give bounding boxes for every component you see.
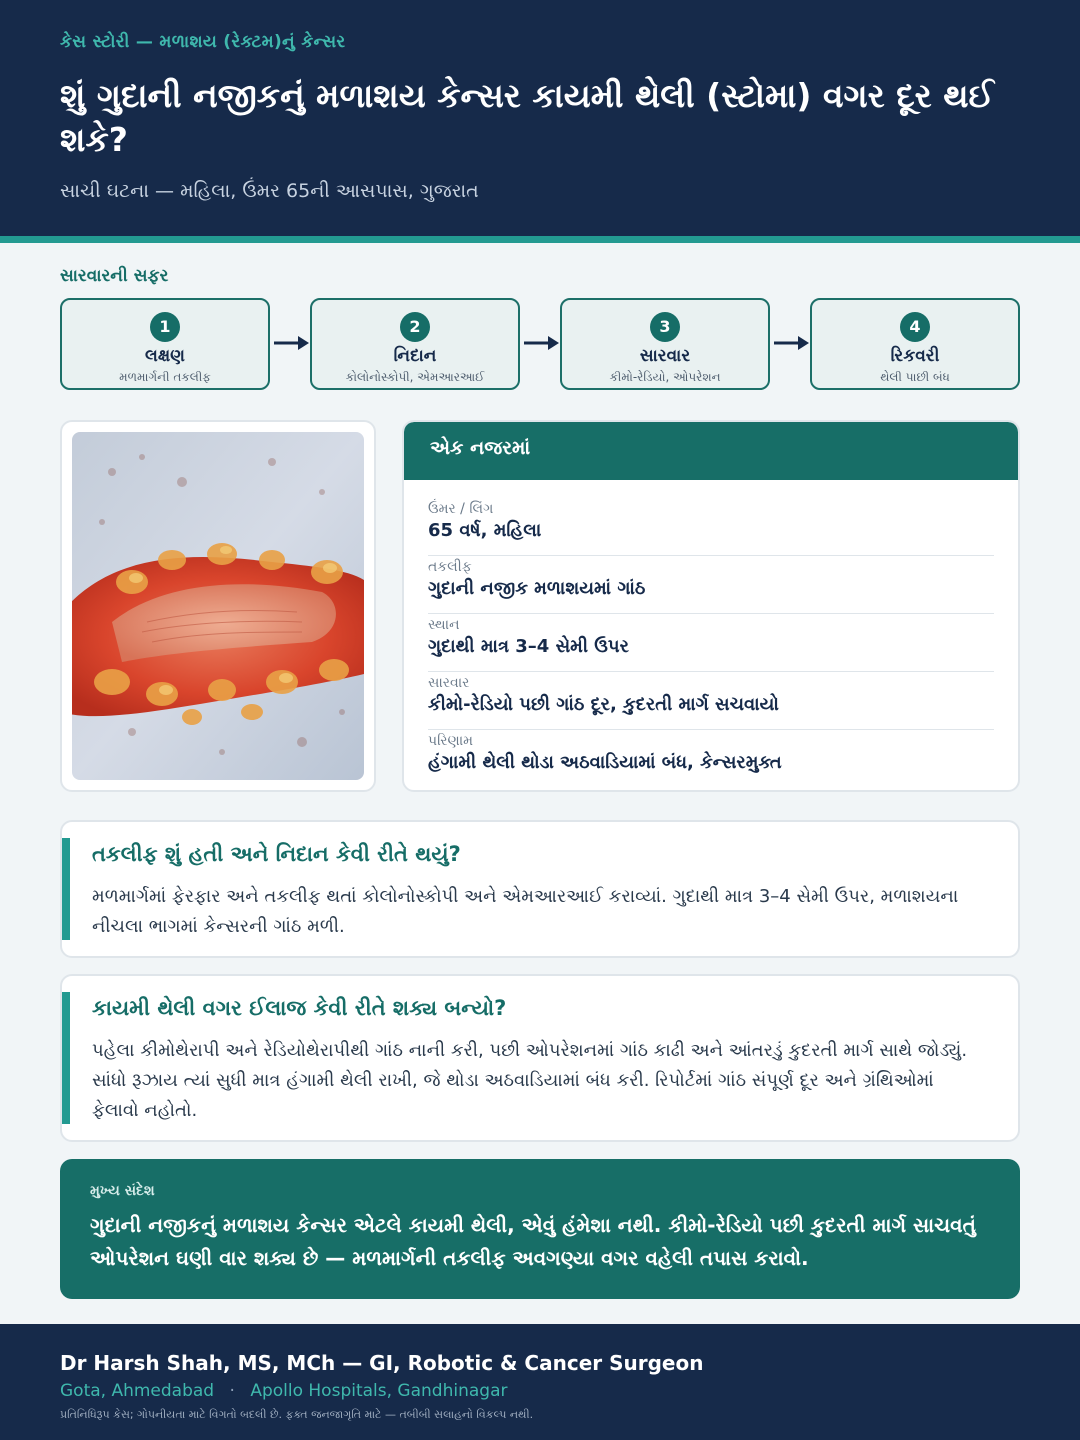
glance-key: ઉંમર / લિંગ	[428, 501, 494, 517]
journey-step-diagnosis	[310, 298, 520, 390]
glance-row-treatment	[428, 672, 994, 730]
page-title: શું ગુદાની નજીકનું મળાશય કેન્સર કાયમી થેલી (સ્ટોમા) વગર દૂર થઈ શકે?	[60, 76, 994, 159]
specimen-photo-card	[60, 420, 376, 792]
section-body: પહેલા કીમોથેરાપી અને રેડિયોથેરાપીથી ગાંઠ નાની કરી, પછી ઓપરેશનમાં ગાંઠ કાઢી અને આંતરડું કુદરતી માર્ગ સાથે જોડ્યું. સાંધો રૂઝાય ત્યાં સુધી માત્ર હંગામી થેલી રાખી, જે થોડા અઠવાડિયામાં બંધ કરી. રિપોર્ટમાં ગાંઠ સંપૂર્ણ દૂર અને ગ્રંથિઓમાં ફેલાવો નહોતો.	[92, 1040, 968, 1121]
header	[0, 0, 1080, 236]
step-description: કીમો-રેડિયો, ઓપરેશન	[609, 370, 721, 384]
surgical-specimen-photo	[72, 432, 364, 780]
glance-key: પરિણામ	[428, 733, 474, 749]
glance-row-location	[428, 614, 994, 672]
journey-title: સારવારની સફર	[60, 266, 169, 286]
journey-step-recovery	[810, 298, 1020, 390]
step-number: 3	[650, 312, 680, 342]
key-message-text: ગુદાની નજીકનું મળાશય કેન્સર એટલે કાયમી થેલી, એવું હંમેશા નથી. કીમો-રેડિયો પછી કુદરતી માર્ગ સાચવતું ઓપરેશન ઘણી વાર શક્ય છે — મળમાર્ગની તકલીફ અવગણ્યા વગર વહેલી તપાસ કરાવો.	[90, 1213, 976, 1270]
glance-row-outcome	[428, 730, 994, 788]
step-number: 1	[150, 312, 180, 342]
section-heading: કાયમી થેલી વગર ઈલાજ કેવી રીતે શક્ય બન્યો?	[92, 996, 507, 1020]
glance-value: હંગામી થેલી થોડા અઠવાડિયામાં બંધ, કેન્સરમુક્ત	[428, 752, 782, 773]
locations	[60, 1381, 1020, 1401]
location-apollo: Apollo Hospitals, Gandhinagar	[250, 1381, 508, 1401]
arrow-right-icon	[524, 334, 560, 352]
location-gota: Gota, Ahmedabad	[60, 1381, 215, 1401]
journey-step-symptom	[60, 298, 270, 390]
arrow-right-icon	[774, 334, 810, 352]
section-diagnosis	[60, 820, 1020, 958]
step-description: મળમાર્ગની તકલીફ	[119, 370, 211, 384]
section-treatment	[60, 974, 1020, 1142]
section-accent-bar	[62, 992, 70, 1124]
glance-value: ગુદાની નજીક મળાશયમાં ગાંઠ	[428, 578, 646, 599]
step-number: 4	[900, 312, 930, 342]
step-number: 2	[400, 312, 430, 342]
header-accent-rule	[0, 236, 1080, 243]
disclaimer: પ્રતિનિધિરૂપ કેસ; ગોપનીયતા માટે વિગતો બદલી છે. ફક્ત જનજાગૃતિ માટે — તબીબી સલાહનો વિકલ્પ નથી.	[60, 1408, 534, 1421]
location-separator: ·	[229, 1381, 235, 1401]
step-label: લક્ષણ	[144, 346, 186, 366]
glance-key: સ્થાન	[428, 617, 460, 633]
glance-key: તકલીફ	[428, 559, 472, 575]
section-accent-bar	[62, 838, 70, 940]
glance-value: 65 વર્ષ, મહિલા	[428, 520, 542, 541]
arrow-right-icon	[274, 334, 310, 352]
section-heading: તકલીફ શું હતી અને નિદાન કેવી રીતે થયું?	[92, 842, 461, 866]
step-label: સારવાર	[639, 346, 691, 366]
at-a-glance-title: એક નજરમાં	[404, 422, 1018, 480]
at-a-glance-card	[402, 420, 1020, 792]
doctor-credentials: Dr Harsh Shah, MS, MCh — GI, Robotic & Cancer Surgeon	[60, 1351, 704, 1375]
at-a-glance-list	[404, 480, 1018, 788]
footer	[0, 1324, 1080, 1440]
glance-row-age-gender	[428, 498, 994, 556]
section-body: મળમાર્ગમાં ફેરફાર અને તકલીફ થતાં કોલોનોસ્કોપી અને એમઆરઆઈ કરાવ્યાં. ગુદાથી માત્ર 3–4 સેમી ઉપર, મળાશયના નીચલા ભાગમાં કેન્સરની ગાંઠ મળી.	[92, 886, 959, 937]
glance-key: સારવાર	[428, 675, 470, 691]
key-message-label: મુખ્ય સંદેશ	[90, 1183, 155, 1199]
page-subtitle: સાચી ઘટના — મહિલા, ઉંમર 65ની આસપાસ, ગુજરાત	[60, 180, 479, 202]
step-description: થેલી પાછી બંધ	[880, 370, 950, 384]
step-description: કોલોનોસ્કોપી, એમઆરઆઈ	[345, 370, 485, 384]
treatment-journey	[60, 298, 1020, 390]
journey-step-treatment	[560, 298, 770, 390]
glance-value: ગુદાથી માત્ર 3–4 સેમી ઉપર	[428, 636, 629, 657]
case-story-kicker: કેસ સ્ટોરી — મળાશય (રેક્ટમ)નું કેન્સર	[60, 32, 346, 52]
glance-value: કીમો-રેડિયો પછી ગાંઠ દૂર, કુદરતી માર્ગ સચવાયો	[428, 694, 779, 715]
step-label: રિકવરી	[890, 346, 940, 366]
step-label: નિદાન	[393, 346, 437, 366]
glance-row-complaint	[428, 556, 994, 614]
key-message-box	[60, 1159, 1020, 1299]
